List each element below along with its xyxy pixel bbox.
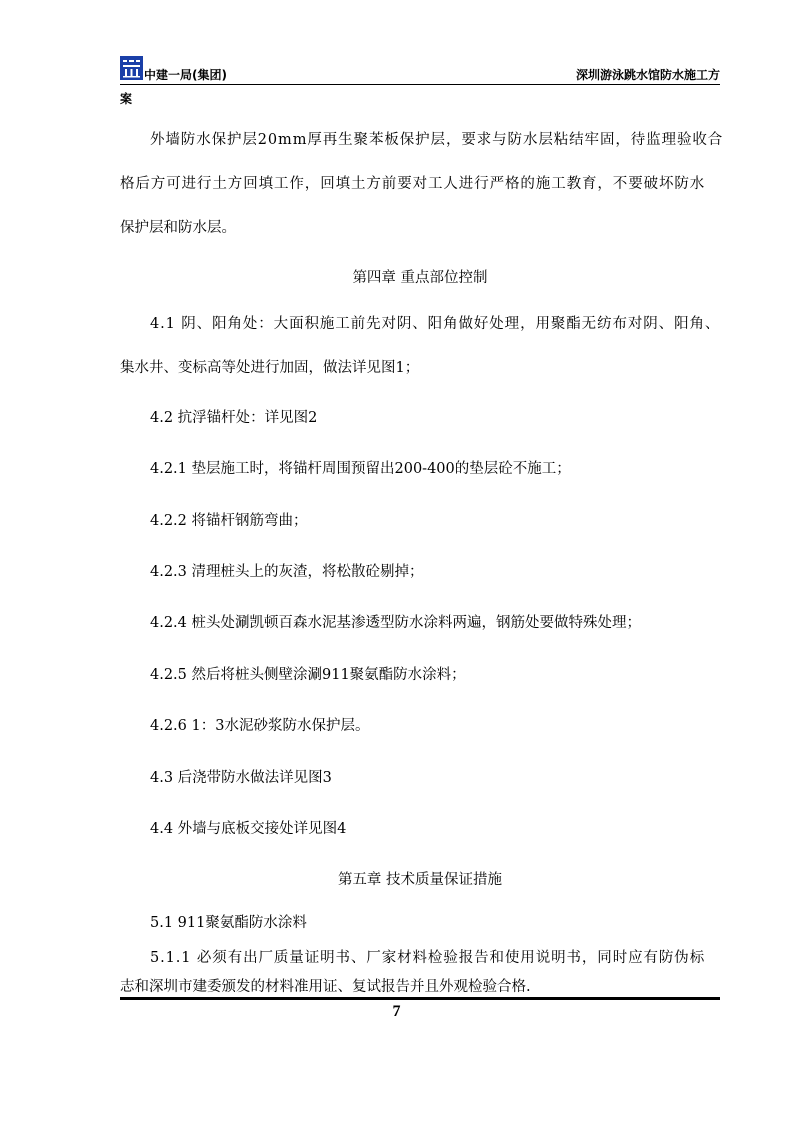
section-5-1-1-line: 5.1.1 必须有出厂质量证明书、厂家材料检验报告和使用说明书，同时应有防伪标 (150, 950, 706, 966)
company-logo-icon (120, 56, 143, 80)
paragraph-line: 外墙防水保护层20mm厚再生聚苯板保护层，要求与防水层粘结牢固，待监理验收合 (150, 132, 724, 148)
section-4-4: 4.4 外墙与底板交接处详见图4 (150, 821, 347, 837)
section-4-2-2: 4.2.2 将锚杆钢筋弯曲； (150, 513, 308, 529)
section-4-2: 4.2 抗浮锚杆处：详见图2 (150, 410, 318, 426)
section-4-2-3: 4.2.3 清理桩头上的灰渣，将松散砼剔掉； (150, 564, 424, 580)
section-4-1-line: 集水井、变标高等处进行加固，做法详见图1； (120, 360, 420, 376)
header-divider (120, 84, 720, 85)
paragraph-line: 格后方可进行土方回填工作，回填土方前要对工人进行严格的施工教育，不要破坏防水 (120, 176, 706, 192)
section-4-2-1: 4.2.1 垫层施工时，将锚杆周围预留出200-400的垫层砼不施工； (150, 461, 571, 477)
section-5-1: 5.1 911聚氨酯防水涂料 (150, 915, 307, 931)
section-4-2-5: 4.2.5 然后将桩头侧壁涂涮911聚氨酯防水涂料； (150, 667, 466, 683)
chapter-5-heading: 第五章 技术质量保证措施 (337, 872, 503, 888)
header-company: 中建一局(集团) (144, 68, 227, 82)
paragraph-line: 保护层和防水层。 (120, 220, 236, 236)
header-doc-title: 深圳游泳跳水馆防水施工方 (575, 68, 720, 82)
page-number: 7 (392, 1003, 401, 1020)
header-doc-title-wrap: 案 (120, 92, 133, 106)
section-4-3: 4.3 后浇带防水做法详见图3 (150, 770, 332, 786)
section-5-1-1-line: 志和深圳市建委颁发的材料准用证、复试报告并且外观检验合格. (120, 979, 531, 995)
footer-divider (120, 997, 720, 1000)
section-4-2-4: 4.2.4 桩头处涮凯顿百森水泥基渗透型防水涂料两遍，钢筋处要做特殊处理； (150, 615, 642, 631)
section-4-1-line: 4.1 阴、阳角处：大面积施工前先对阴、阳角做好处理，用聚酯无纺布对阴、阳角、 (150, 316, 721, 332)
chapter-4-heading: 第四章 重点部位控制 (352, 270, 488, 286)
section-4-2-6: 4.2.6 1：3水泥砂浆防水保护层。 (150, 718, 370, 734)
